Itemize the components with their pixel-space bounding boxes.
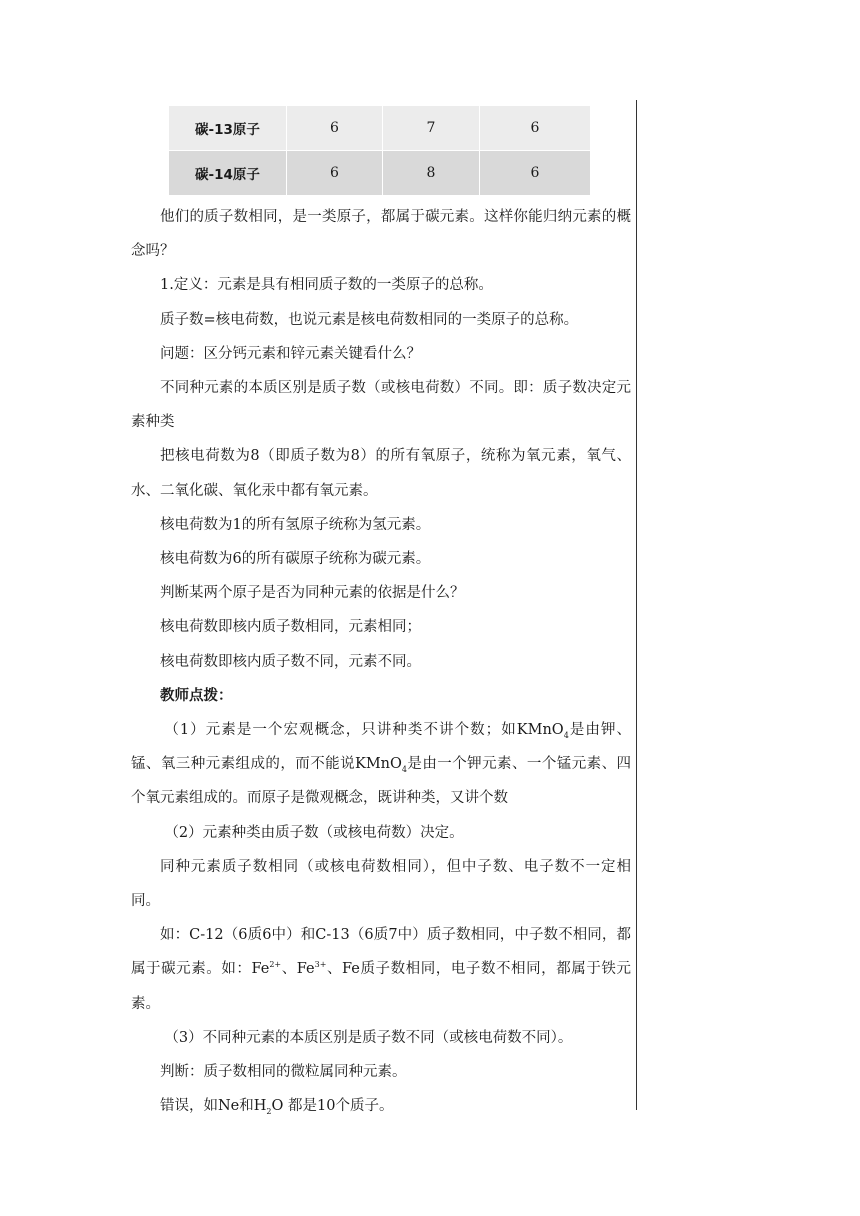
text-span: （1）元素是一个宏观概念，只讲种类不讲个数；如KMnO [164, 722, 564, 739]
paragraph: 核电荷数为6的所有碳原子统称为碳元素。 [160, 551, 431, 568]
paragraph: （2）元素种类由质子数（或核电荷数）决定。 [164, 824, 464, 841]
paragraph: 核电荷数即核内质子数不同，元素不同。 [160, 653, 421, 670]
table-row [169, 151, 591, 196]
body-text [131, 200, 631, 1123]
text-span: 是由钾、锰、氧三种元素组成的，而不能说KMnO [131, 722, 631, 773]
teacher-tip-heading: 教师点拨： [160, 687, 233, 704]
superscript: 2+ [269, 960, 282, 970]
text-span: 是由一个钾元素、一个锰元素、四个氧元素组成的。而原子是微观概念，既讲种类，又讲个数 [131, 756, 631, 807]
text-span: 错误，如Ne和H [160, 1098, 267, 1115]
paragraph [131, 918, 631, 1021]
superscript: 3+ [314, 960, 327, 970]
paragraph: 把核电荷数为8（即质子数为8）的所有氧原子，统称为氧元素，氧气、水、二氧化碳、氧化汞中都有氧元素。 [131, 448, 631, 499]
atom-name-cell: 碳-14原子 [169, 151, 287, 196]
paragraph: 不同种元素的本质区别是质子数（或核电荷数）不同。即：质子数决定元素种类 [131, 380, 631, 431]
paragraph [131, 1089, 631, 1123]
question-paragraph: 问题：区分钙元素和锌元素关键看什么？ [160, 345, 421, 362]
paragraph: 判断：质子数相同的微粒属同种元素。 [160, 1064, 407, 1081]
subscript: 2 [266, 1107, 272, 1117]
definition-paragraph: 1.定义：元素是具有相同质子数的一类原子的总称。 [160, 277, 493, 294]
paragraph: 他们的质子数相同，是一类原子，都属于碳元素。这样你能归纳元素的概念吗？ [131, 209, 631, 260]
text-span: O 都是10个质子。 [271, 1098, 394, 1115]
text-span: 如：C-12（6质6中）和C-13（6质7中）质子数相同，中子数不相同，都属于碳元素。如：Fe [131, 927, 631, 978]
table-row [169, 106, 591, 151]
paragraph [131, 713, 631, 816]
electron-count-cell: 6 [480, 151, 591, 196]
atom-name-cell: 碳-13原子 [169, 106, 287, 151]
text-span: 、Fe质子数相同，电子数不相同，都属于铁元素。 [131, 961, 631, 1012]
neutron-count-cell: 7 [383, 106, 480, 151]
paragraph: 核电荷数为1的所有氢原子统称为氢元素。 [160, 516, 431, 533]
text-span: 、Fe [281, 961, 315, 978]
paragraph: 同种元素质子数相同（或核电荷数相同），但中子数、电子数不一定相同。 [131, 858, 631, 910]
subscript: 4 [401, 765, 407, 775]
subscript: 4 [563, 730, 569, 740]
electron-count-cell: 6 [480, 106, 591, 151]
paragraph: （3）不同种元素的本质区别是质子数不同（或核电荷数不同）。 [164, 1029, 573, 1046]
neutron-count-cell: 8 [383, 151, 480, 196]
question-paragraph: 判断某两个原子是否为同种元素的依据是什么？ [160, 585, 465, 602]
carbon-isotope-table [168, 105, 591, 196]
paragraph: 核电荷数即核内质子数相同，元素相同； [160, 619, 421, 636]
proton-count-cell: 6 [287, 151, 383, 196]
proton-count-cell: 6 [287, 106, 383, 151]
paragraph: 质子数=核电荷数，也说元素是核电荷数相同的一类原子的总称。 [160, 311, 579, 328]
right-border-line [636, 100, 637, 1110]
